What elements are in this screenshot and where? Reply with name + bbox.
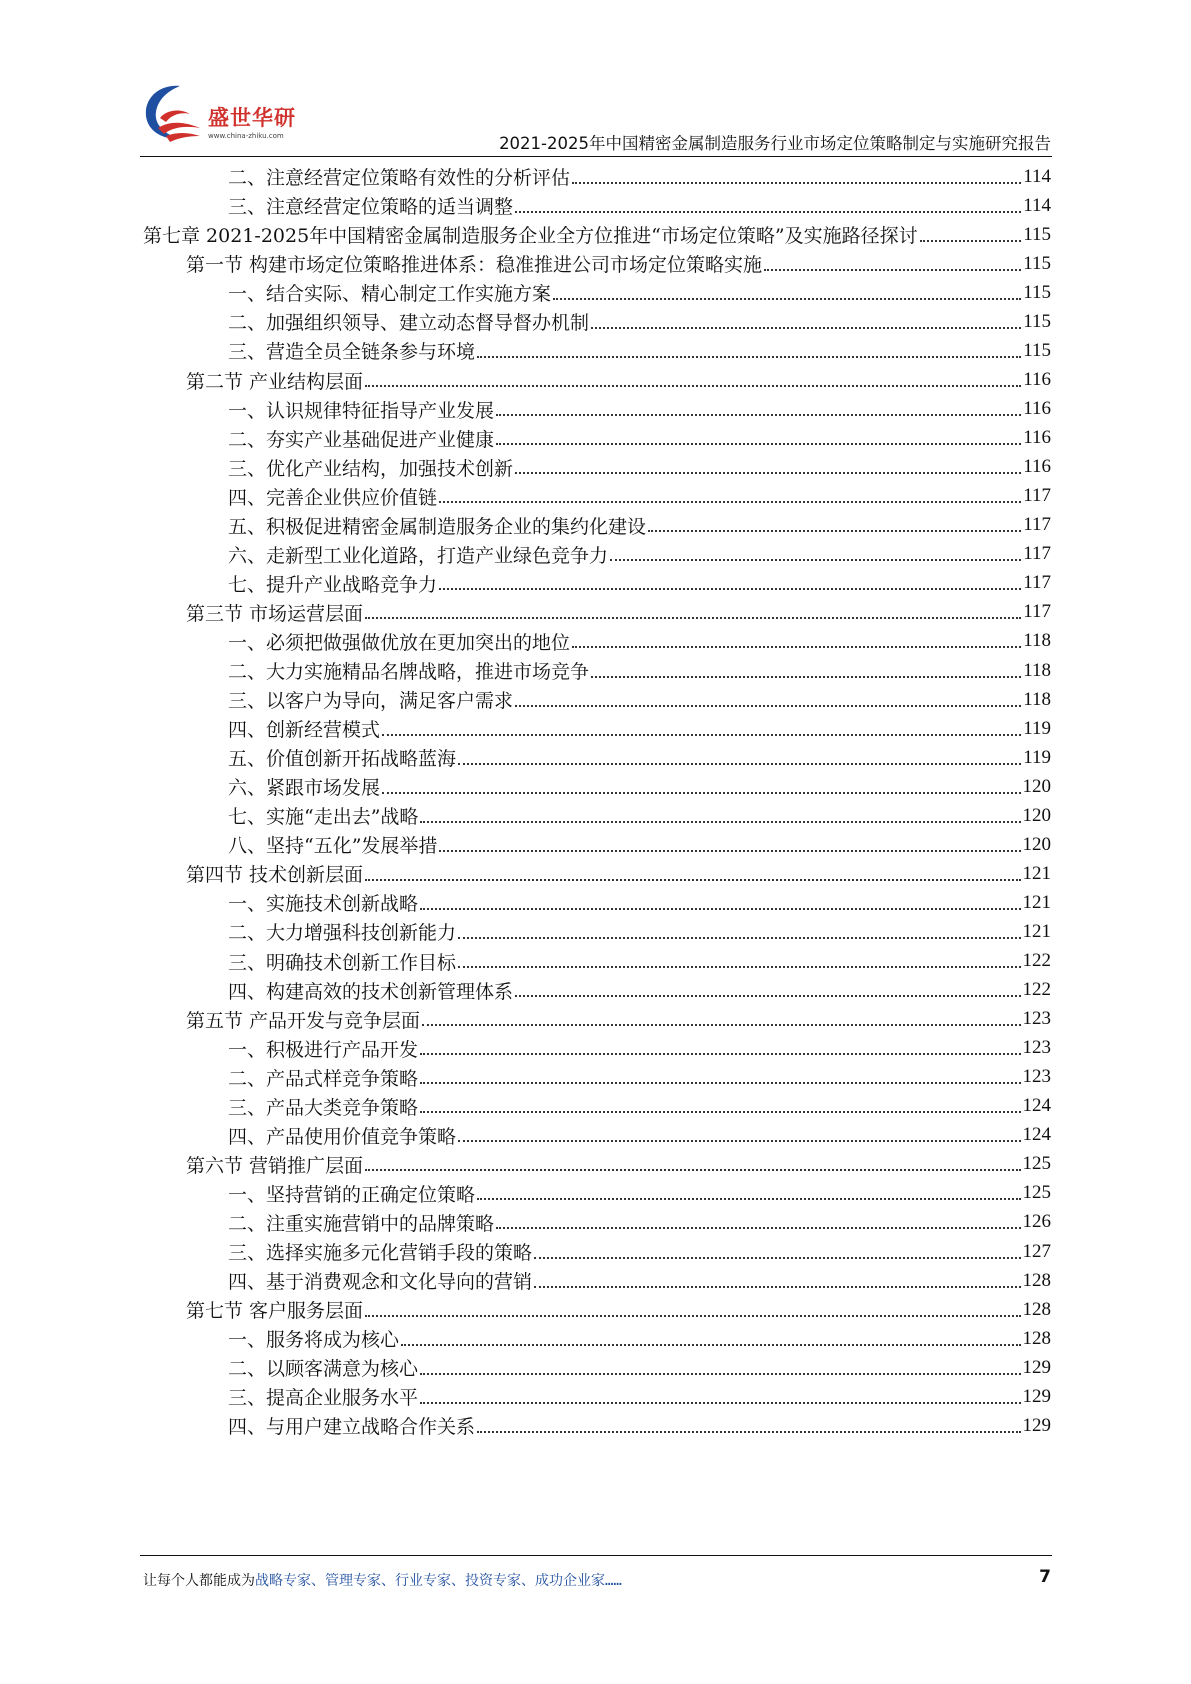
toc-entry-title: 三、营造全员全链条参与环境 <box>228 341 476 364</box>
toc-entry-page: 120 <box>1022 833 1051 855</box>
toc-entry[interactable] <box>228 1381 1051 1412</box>
toc-entry-title: 七、提升产业战略竞争力 <box>228 573 438 596</box>
toc-entry[interactable] <box>186 248 1051 279</box>
toc-dot-leader <box>458 937 1020 939</box>
toc-entry-title: 四、完善企业供应价值链 <box>228 486 438 509</box>
toc-entry-title: 四、创新经营模式 <box>228 719 381 742</box>
toc-entry-title: 第二节 产业结构层面 <box>186 370 364 393</box>
toc-entry[interactable] <box>228 481 1051 512</box>
logo-name: 盛世华研 <box>208 106 296 130</box>
toc-entry-page: 116 <box>1023 398 1051 420</box>
toc-entry[interactable] <box>186 1149 1051 1180</box>
toc-entry[interactable] <box>186 858 1051 889</box>
toc-entry-page: 123 <box>1022 1037 1051 1059</box>
toc-entry-page: 114 <box>1023 194 1051 216</box>
toc-entry-title: 一、服务将成为核心 <box>228 1329 400 1352</box>
toc-entry-page: 117 <box>1023 601 1051 623</box>
toc-entry[interactable] <box>228 306 1051 337</box>
toc-entry-title: 一、坚持营销的正确定位策略 <box>228 1183 476 1206</box>
logo-mark-icon <box>140 82 210 146</box>
toc-entry[interactable] <box>228 829 1051 860</box>
toc-entry-title: 三、注意经营定位策略的适当调整 <box>228 196 514 219</box>
toc-entry-page: 127 <box>1022 1240 1051 1262</box>
toc-entry[interactable] <box>228 1033 1051 1064</box>
toc-entry-page: 126 <box>1022 1211 1051 1233</box>
toc-entry-title: 三、产品大类竞争策略 <box>228 1096 419 1119</box>
toc-entry-page: 125 <box>1022 1182 1051 1204</box>
toc-entry[interactable] <box>228 1207 1051 1238</box>
toc-dot-leader <box>572 182 1021 184</box>
toc-dot-leader <box>496 1227 1020 1229</box>
toc-dot-leader <box>496 443 1021 445</box>
header-divider <box>140 156 1052 157</box>
toc-dot-leader <box>365 617 1021 619</box>
toc-dot-leader <box>534 1286 1020 1288</box>
toc-entry-page: 116 <box>1023 427 1051 449</box>
toc-dot-leader <box>515 705 1021 707</box>
toc-entry[interactable] <box>228 713 1051 744</box>
toc-entry-page: 129 <box>1022 1385 1051 1407</box>
toc-entry-page: 129 <box>1022 1356 1051 1378</box>
toc-entry-title: 六、紧跟市场发展 <box>228 777 381 800</box>
toc-entry-title: 二、注意经营定位策略有效性的分析评估 <box>228 167 571 190</box>
toc-entry-page: 119 <box>1023 717 1051 739</box>
toc-entry-page: 115 <box>1023 281 1051 303</box>
toc-entry-title: 二、产品式样竞争策略 <box>228 1067 419 1090</box>
toc-dot-leader <box>553 298 1021 300</box>
toc-dot-leader <box>477 1198 1020 1200</box>
toc-entry[interactable] <box>228 452 1051 483</box>
toc-entry-page: 120 <box>1022 775 1051 797</box>
toc-entry[interactable] <box>228 161 1051 192</box>
toc-entry-page: 124 <box>1022 1124 1051 1146</box>
toc-dot-leader <box>365 385 1021 387</box>
toc-dot-leader <box>420 1111 1020 1113</box>
toc-dot-leader <box>458 1140 1020 1142</box>
toc-entry-page: 115 <box>1023 339 1051 361</box>
toc-dot-leader <box>420 1082 1020 1084</box>
toc-dot-leader <box>439 850 1020 852</box>
toc-dot-leader <box>422 1024 1020 1026</box>
toc-entry-title: 二、以顾客满意为核心 <box>228 1358 419 1381</box>
company-logo <box>140 82 300 152</box>
toc-entry[interactable] <box>228 1178 1051 1209</box>
toc-entry-title: 四、基于消费观念和文化导向的营销 <box>228 1271 533 1294</box>
toc-entry[interactable] <box>228 742 1051 773</box>
toc-entry[interactable] <box>143 219 1051 250</box>
toc-entry-page: 115 <box>1023 252 1051 274</box>
toc-entry-title: 三、以客户为导向，满足客户需求 <box>228 690 514 713</box>
toc-dot-leader <box>591 327 1021 329</box>
toc-entry-page: 117 <box>1023 543 1051 565</box>
toc-entry-title: 三、明确技术创新工作目标 <box>228 951 457 974</box>
logo-url: www.china-zhiku.com <box>208 132 284 140</box>
toc-entry[interactable] <box>228 916 1051 947</box>
toc-dot-leader <box>648 530 1021 532</box>
toc-entry-page: 118 <box>1023 630 1051 652</box>
toc-entry[interactable] <box>186 597 1051 628</box>
toc-dot-leader <box>458 966 1020 968</box>
toc-entry[interactable] <box>228 655 1051 686</box>
slogan-highlight: 战略专家、管理专家、行业专家、投资专家、成功企业家…… <box>255 1573 622 1589</box>
toc-entry-page: 116 <box>1023 456 1051 478</box>
toc-entry[interactable] <box>228 626 1051 657</box>
toc-entry[interactable] <box>228 393 1051 424</box>
toc-dot-leader <box>420 1402 1020 1404</box>
toc-entry-title: 第四节 技术创新层面 <box>186 864 364 887</box>
toc-entry-page: 128 <box>1022 1269 1051 1291</box>
toc-entry-page: 121 <box>1022 862 1051 884</box>
toc-entry-page: 124 <box>1022 1095 1051 1117</box>
toc-entry-title: 五、积极促进精密金属制造服务企业的集约化建设 <box>228 515 647 538</box>
footer-divider <box>140 1555 1052 1556</box>
toc-entry[interactable] <box>228 1062 1051 1093</box>
toc-entry-title: 第七节 客户服务层面 <box>186 1300 364 1323</box>
toc-entry-title: 七、实施“走出去”战略 <box>228 806 419 829</box>
toc-dot-leader <box>382 792 1020 794</box>
toc-dot-leader <box>496 414 1021 416</box>
toc-entry-title: 二、注重实施营销中的品牌策略 <box>228 1212 495 1235</box>
toc-entry[interactable] <box>228 974 1051 1005</box>
toc-entry[interactable] <box>228 190 1051 221</box>
report-title: 2021-2025年中国精密金属制造服务行业市场定位策略制定与实施研究报告 <box>499 134 1051 153</box>
toc-entry-page: 121 <box>1022 891 1051 913</box>
toc-entry[interactable] <box>228 1323 1051 1354</box>
toc-entry-title: 三、选择实施多元化营销手段的策略 <box>228 1242 533 1265</box>
toc-entry[interactable] <box>228 277 1051 308</box>
toc-entry-page: 122 <box>1022 950 1051 972</box>
toc-dot-leader <box>610 559 1021 561</box>
toc-dot-leader <box>534 1257 1020 1259</box>
toc-entry[interactable] <box>228 422 1051 453</box>
slogan-prefix: 让每个人都能成为 <box>143 1573 255 1589</box>
toc-dot-leader <box>420 1373 1020 1375</box>
toc-entry-page: 120 <box>1022 804 1051 826</box>
toc-dot-leader <box>458 763 1021 765</box>
toc-entry[interactable] <box>228 1265 1051 1296</box>
toc-dot-leader <box>764 269 1021 271</box>
toc-dot-leader <box>920 240 1022 242</box>
toc-entry-title: 四、与用户建立战略合作关系 <box>228 1416 476 1439</box>
toc-dot-leader <box>515 211 1021 213</box>
toc-entry-title: 四、产品使用价值竞争策略 <box>228 1125 457 1148</box>
page-number: 7 <box>1039 1567 1051 1587</box>
toc-entry-title: 四、构建高效的技术创新管理体系 <box>228 980 514 1003</box>
toc-entry-title: 二、加强组织领导、建立动态督导督办机制 <box>228 312 590 335</box>
toc-entry-page: 122 <box>1022 979 1051 1001</box>
toc-entry-page: 128 <box>1022 1298 1051 1320</box>
toc-dot-leader <box>420 1053 1020 1055</box>
toc-entry[interactable] <box>228 568 1051 599</box>
toc-entry-page: 128 <box>1022 1327 1051 1349</box>
toc-dot-leader <box>365 1169 1020 1171</box>
toc-entry-title: 六、走新型工业化道路，打造产业绿色竞争力 <box>228 544 609 567</box>
toc-dot-leader <box>477 1431 1020 1433</box>
toc-entry-title: 一、必须把做强做优放在更加突出的地位 <box>228 631 571 654</box>
toc-entry-title: 第六节 营销推广层面 <box>186 1154 364 1177</box>
toc-entry-page: 118 <box>1023 659 1051 681</box>
toc-entry-title: 三、提高企业服务水平 <box>228 1387 419 1410</box>
toc-entry-page: 114 <box>1023 165 1051 187</box>
toc-dot-leader <box>401 1344 1020 1346</box>
toc-entry-page: 119 <box>1023 746 1051 768</box>
toc-entry[interactable] <box>228 887 1051 918</box>
toc-entry-title: 第五节 产品开发与竞争层面 <box>186 1009 421 1032</box>
toc-dot-leader <box>515 995 1020 997</box>
toc-dot-leader <box>382 734 1021 736</box>
toc-entry-page: 118 <box>1023 688 1051 710</box>
toc-dot-leader <box>439 501 1021 503</box>
toc-dot-leader <box>420 821 1020 823</box>
toc-entry[interactable] <box>186 364 1051 395</box>
toc-dot-leader <box>365 1315 1020 1317</box>
toc-entry-page: 123 <box>1022 1066 1051 1088</box>
toc-entry-title: 五、价值创新开拓战略蓝海 <box>228 748 457 771</box>
toc-entry[interactable] <box>228 335 1051 366</box>
toc-entry[interactable] <box>228 1120 1051 1151</box>
toc-entry[interactable] <box>228 1091 1051 1122</box>
toc-entry[interactable] <box>228 1410 1051 1441</box>
toc-dot-leader <box>515 472 1021 474</box>
toc-entry-title: 第一节 构建市场定位策略推进体系：稳准推进公司市场定位策略实施 <box>186 254 763 277</box>
toc-entry-page: 116 <box>1023 369 1051 391</box>
toc-entry-title: 三、优化产业结构，加强技术创新 <box>228 457 514 480</box>
toc-dot-leader <box>439 588 1021 590</box>
toc-entry-title: 一、认识规律特征指导产业发展 <box>228 399 495 422</box>
toc-entry-title: 二、大力实施精品名牌战略，推进市场竞争 <box>228 661 590 684</box>
toc-entry-title: 二、夯实产业基础促进产业健康 <box>228 428 495 451</box>
toc-entry-page: 117 <box>1023 514 1051 536</box>
toc-entry[interactable] <box>228 800 1051 831</box>
toc-entry[interactable] <box>228 539 1051 570</box>
toc-entry-title: 一、实施技术创新战略 <box>228 893 419 916</box>
toc-entry[interactable] <box>228 510 1051 541</box>
toc-entry-page: 123 <box>1022 1008 1051 1030</box>
toc-entry-page: 125 <box>1022 1153 1051 1175</box>
toc-dot-leader <box>572 646 1021 648</box>
toc-entry[interactable] <box>228 684 1051 715</box>
toc-entry-page: 117 <box>1023 572 1051 594</box>
toc-entry-title: 八、坚持“五化”发展举措 <box>228 835 438 858</box>
toc-entry[interactable] <box>186 1003 1051 1034</box>
toc-entry-title: 第三节 市场运营层面 <box>186 602 364 625</box>
toc-entry-title: 一、积极进行产品开发 <box>228 1038 419 1061</box>
toc-dot-leader <box>591 676 1021 678</box>
toc-entry-page: 115 <box>1023 310 1051 332</box>
toc-entry-title: 一、结合实际、精心制定工作实施方案 <box>228 283 552 306</box>
toc-entry[interactable] <box>186 1294 1051 1325</box>
toc-dot-leader <box>420 908 1020 910</box>
toc-entry[interactable] <box>228 1352 1051 1383</box>
toc-entry[interactable] <box>228 1236 1051 1267</box>
toc-entry-page: 117 <box>1023 485 1051 507</box>
toc-entry-title: 二、大力增强科技创新能力 <box>228 922 457 945</box>
toc-entry[interactable] <box>228 771 1051 802</box>
toc-entry-page: 115 <box>1023 223 1051 245</box>
toc-entry-title: 第七章 2021-2025年中国精密金属制造服务企业全方位推进“市场定位策略”及实施路径探讨 <box>143 225 918 248</box>
toc-dot-leader <box>477 356 1021 358</box>
footer-slogan <box>143 1570 622 1590</box>
toc-entry-page: 121 <box>1022 920 1051 942</box>
page-header <box>0 0 1191 160</box>
toc-dot-leader <box>365 879 1020 881</box>
toc-entry[interactable] <box>228 945 1051 976</box>
toc-entry-page: 129 <box>1022 1414 1051 1436</box>
